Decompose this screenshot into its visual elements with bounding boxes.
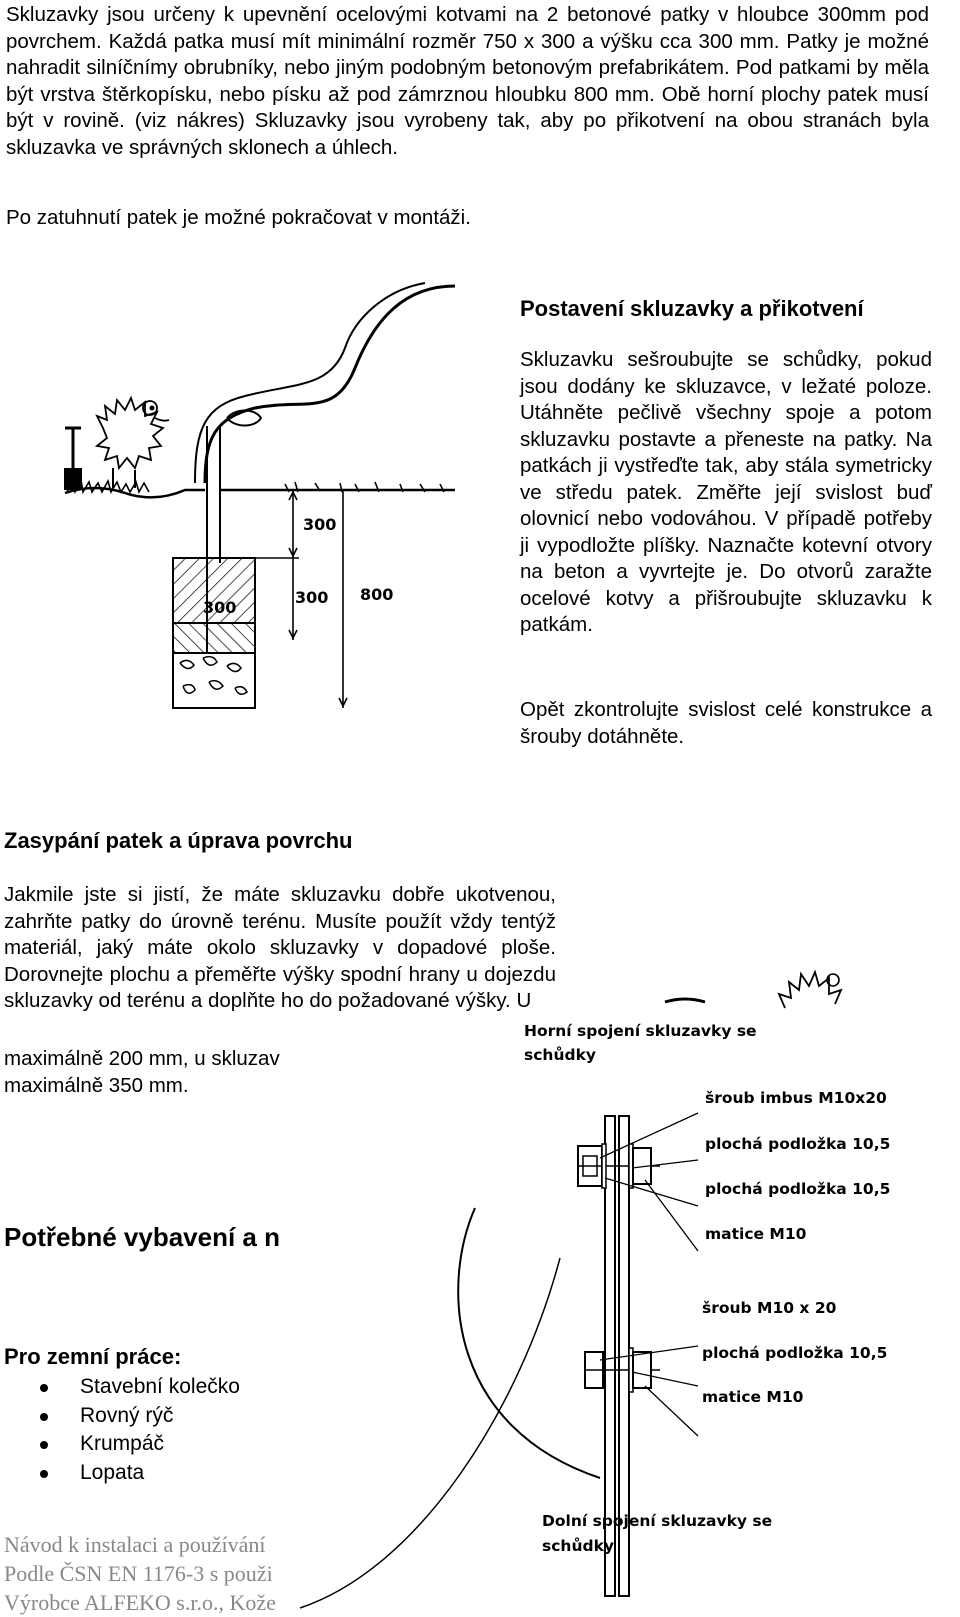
- hedgehog-drawing: [665, 928, 865, 1008]
- dimension-300-top: 300: [303, 515, 337, 534]
- backfill-paragraph: Jakmile jste si jistí, že máte skluzavku dobře ukotvenou, zahrňte patky do úrovně terénu. Musíte použít vždy tentýž materiál, jaký máte okolo skluzavky v dopadové ploše. Dorovnejte plochu a přeměřte výšky spodní hrany u dojezdu skluzavky od terénu a doplňte ho do požadované výšky. U: [4, 883, 556, 1012]
- list-item: Stavební kolečko: [38, 1373, 240, 1402]
- joint-bottom-title-1: Dolní spojení skluzavky se: [542, 1512, 773, 1530]
- backfill-line-8: maximálně 350 mm.: [4, 1074, 189, 1097]
- document-footer: [4, 1530, 304, 1617]
- intro-paragraph: Skluzavky jsou určeny k upevnění ocelovými kotvami na 2 betonové patky v hloubce 300mm pod povrchem. Každá patka musí mít minimální rozměr 750 x 300 a výšku cca 300 mm. Patky je možné nahradit silníčnímy obrubníky, nebo jiným podobným betonovým prefabrikátem. Pod patkami by měla být vrstva štěrkopísku, nebo písku až pod zámrznou hloubku 800 mm. Obě horní plochy patek musí být v rovině. (viz nákres) Skluzavky jsou vyrobeny tak, aby po přikotvení na obou stranách byla skluzavka ve správných sklonech a úhlech.: [6, 3, 929, 159]
- joint-top-title-1: Horní spojení skluzavky se: [524, 1022, 757, 1040]
- section-title-placement: Postavení skluzavky a přikotvení: [520, 296, 864, 321]
- joint-bottom-label-bolt: šroub M10 x 20: [702, 1299, 837, 1317]
- placement-paragraph-2: Opět zkontrolujte svislost celé konstrukce a šrouby dotáhněte.: [520, 698, 932, 748]
- placement-paragraph: Skluzavku sešroubujte se schůdky, pokud jsou dodány ke skluzavce, v ležaté poloze. Utáhněte pečlivě všechny spoje a potom skluzavku postavte a přeneste na patky. Na patkách ji vystřeďte tak, aby stála symetricky ve středu patek. Změřte její svislost buď olovnicí nebo vodováhou. V případě potřeby ji vypodložte plíšky. Naznačte kotevní otvory na beton a vyvrtejte je. Do otvorů zaražte ocelové kotvy a přišroubujte skluzavku k patkám.: [520, 348, 932, 636]
- dimension-300-inner: 300: [203, 598, 237, 617]
- dimension-800: 800: [360, 585, 394, 604]
- section-title-equipment: Potřebné vybavení a n: [4, 1222, 280, 1252]
- joint-bottom-label-washer: plochá podložka 10,5: [702, 1344, 888, 1362]
- joint-top-label-washer-2: plochá podložka 10,5: [705, 1180, 891, 1198]
- joint-top-label-washer-1: plochá podložka 10,5: [705, 1135, 891, 1153]
- list-item: Krumpáč: [38, 1430, 240, 1459]
- list-item: Rovný rýč: [38, 1402, 240, 1431]
- joints-drawing: [300, 1008, 940, 1608]
- joint-bottom-title-2: schůdky: [542, 1537, 614, 1555]
- dimension-300-mid: 300: [295, 588, 329, 607]
- footer-line-1: Návod k instalaci a používání: [4, 1532, 266, 1557]
- joint-bottom-label-nut: matice M10: [702, 1388, 804, 1406]
- tools-list: [38, 1373, 240, 1487]
- joint-top-label-nut: matice M10: [705, 1225, 807, 1243]
- footer-line-3: Výrobce ALFEKO s.r.o., Kože: [4, 1590, 276, 1615]
- backfill-line-7: maximálně 200 mm, u skluzav: [4, 1047, 280, 1070]
- joint-top-label-bolt: šroub imbus M10x20: [705, 1089, 887, 1107]
- footer-line-2: Podle ČSN EN 1176-3 s použi: [4, 1561, 273, 1586]
- section-title-backfill: Zasypání patek a úprava povrchu: [4, 828, 353, 853]
- foundation-drawing: [55, 278, 460, 718]
- list-item: Lopata: [38, 1459, 240, 1488]
- equipment-subtitle: Pro zemní práce:: [4, 1344, 182, 1369]
- backfill-paragraph-clip: [4, 882, 556, 1012]
- intro-paragraph-2: Po zatuhnutí patek je možné pokračovat v montáži.: [6, 206, 471, 229]
- joint-top-title-2: schůdky: [524, 1046, 596, 1064]
